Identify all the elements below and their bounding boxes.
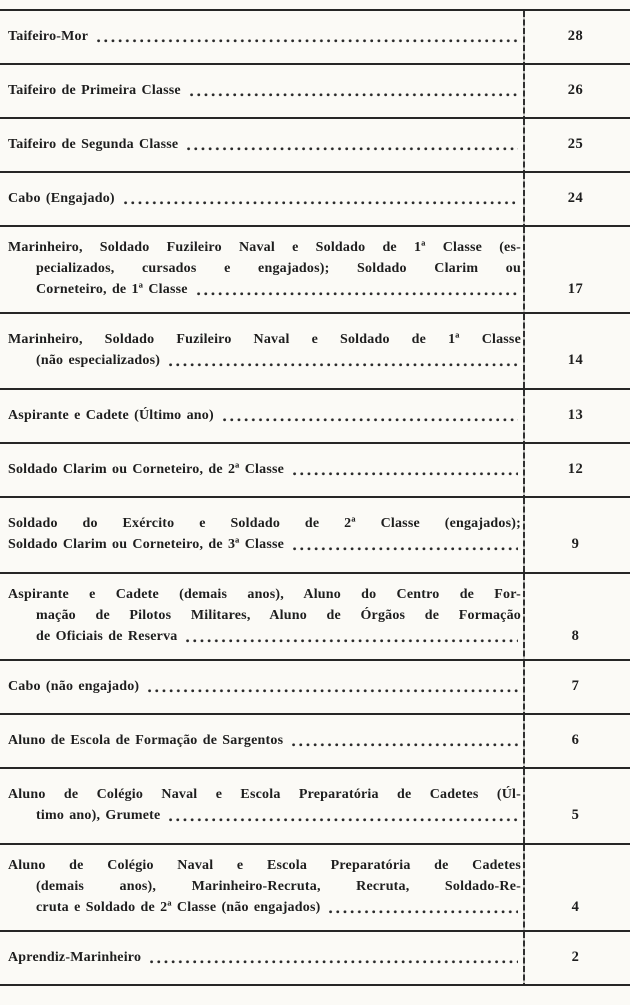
column-divider [523, 574, 525, 659]
rank-label-line [8, 897, 521, 918]
dot-leader [190, 93, 518, 97]
rank-value-cell [521, 237, 630, 300]
rank-label-text: Cabo (não engajado) [8, 679, 140, 694]
rank-label-line [8, 350, 521, 371]
table-row [0, 661, 630, 715]
table-row [0, 65, 630, 119]
rank-value: 26 [567, 82, 584, 98]
rank-value: 9 [571, 536, 580, 552]
rank-label-line [8, 534, 521, 555]
rank-value: 13 [567, 407, 584, 423]
column-divider [523, 11, 525, 63]
rank-value-cell [521, 513, 630, 555]
rank-label-line: Aspirante e Cadete (demais anos), Aluno do Centro de For- [8, 587, 521, 602]
rank-value-cell [521, 730, 630, 751]
rank-label-text: Cabo (Engajado) [8, 191, 115, 206]
rank-value-cell [521, 134, 630, 155]
dot-leader [150, 960, 518, 964]
rank-label-text: Soldado Clarim ou Corneteiro, de 2ª Classe [8, 462, 285, 477]
dot-leader [292, 743, 518, 747]
column-divider [523, 314, 525, 388]
rank-label-cell [0, 513, 521, 555]
rank-label-cell [0, 855, 521, 918]
dot-leader [186, 639, 518, 643]
rank-label-line [8, 730, 521, 751]
rank-value: 7 [571, 678, 580, 694]
rank-label-text: cruta e Soldado de 2ª Classe (não engajados) [36, 900, 321, 915]
table-row [0, 769, 630, 845]
rank-label-cell [0, 80, 521, 101]
table-row [0, 715, 630, 769]
column-divider [523, 227, 525, 312]
rank-label-cell [0, 784, 521, 826]
dot-leader [187, 147, 518, 151]
rank-label-cell [0, 188, 521, 209]
rank-table [0, 9, 630, 986]
rank-label-cell [0, 405, 521, 426]
rank-value-cell [521, 26, 630, 47]
rank-label-line: (demais anos), Marinheiro-Recruta, Recruta, Soldado-Re- [36, 879, 521, 894]
rank-label-line [8, 405, 521, 426]
dot-leader [293, 547, 518, 551]
rank-value-cell [521, 329, 630, 371]
column-divider [523, 845, 525, 930]
rank-value-cell [521, 584, 630, 647]
rank-value-cell [521, 459, 630, 480]
rank-value: 14 [567, 352, 584, 368]
rank-label-cell [0, 329, 521, 371]
rank-label-line [8, 279, 521, 300]
rank-value-cell [521, 784, 630, 826]
rank-value-cell [521, 947, 630, 968]
table-row [0, 574, 630, 661]
rank-label-line [8, 459, 521, 480]
table-row [0, 444, 630, 498]
column-divider [523, 444, 525, 496]
dot-leader [169, 363, 518, 367]
rank-label-text: Aluno de Escola de Formação de Sargentos [8, 733, 284, 748]
column-divider [523, 715, 525, 767]
rank-label-line: Marinheiro, Soldado Fuzileiro Naval e Soldado de 1ª Classe (es- [8, 240, 521, 255]
rank-label-text: de Oficiais de Reserva [36, 629, 178, 644]
rank-value: 12 [567, 461, 584, 477]
rank-label-line: Aluno de Colégio Naval e Escola Preparatória de Cadetes [8, 858, 521, 873]
table-row [0, 498, 630, 574]
rank-value: 28 [567, 28, 584, 44]
column-divider [523, 390, 525, 442]
rank-label-text: Aprendiz-Marinheiro [8, 950, 142, 965]
column-divider [523, 119, 525, 171]
column-divider [523, 173, 525, 225]
rank-label-line [8, 26, 521, 47]
rank-label-text: (não especializados) [36, 353, 161, 368]
rank-value-cell [521, 855, 630, 918]
column-divider [523, 498, 525, 572]
rank-label-cell [0, 459, 521, 480]
dot-leader [293, 472, 518, 476]
rank-value: 5 [571, 807, 580, 823]
rank-label-text: Taifeiro-Mor [8, 29, 89, 44]
rank-label-cell [0, 26, 521, 47]
table-row [0, 173, 630, 227]
rank-label-text: Soldado Clarim ou Corneteiro, de 3ª Classe [8, 537, 285, 552]
rank-label-cell [0, 584, 521, 647]
rank-label-line: pecializados, cursados e engajados); Soldado Clarim ou [36, 261, 521, 276]
rank-value-cell [521, 188, 630, 209]
rank-value-cell [521, 80, 630, 101]
rank-value: 25 [567, 136, 584, 152]
table-row [0, 845, 630, 932]
rank-label-line [8, 188, 521, 209]
rank-value: 4 [571, 899, 580, 915]
rank-label-line: mação de Pilotos Militares, Aluno de Órgãos de Formação [36, 608, 521, 623]
rank-label-cell [0, 237, 521, 300]
rank-label-line [8, 626, 521, 647]
rank-label-line: Soldado do Exército e Soldado de 2ª Classe (engajados); [8, 516, 521, 531]
table-row [0, 314, 630, 390]
table-row [0, 11, 630, 65]
rank-value: 2 [571, 949, 580, 965]
column-divider [523, 661, 525, 713]
column-divider [523, 769, 525, 843]
rank-label-line [8, 676, 521, 697]
table-row [0, 932, 630, 986]
rank-label-text: Taifeiro de Primeira Classe [8, 83, 181, 98]
rank-value: 6 [571, 732, 580, 748]
dot-leader [223, 418, 518, 422]
rank-label-text: timo ano), Grumete [36, 808, 161, 823]
rank-label-line [8, 134, 521, 155]
rank-label-cell [0, 947, 521, 968]
column-divider [523, 65, 525, 117]
rank-label-cell [0, 730, 521, 751]
dot-leader [197, 292, 518, 296]
rank-label-line: Marinheiro, Soldado Fuzileiro Naval e Soldado de 1ª Classe [8, 332, 521, 347]
rank-label-text: Aspirante e Cadete (Último ano) [8, 408, 214, 423]
dot-leader [148, 689, 518, 693]
rank-value: 17 [567, 281, 584, 297]
rank-label-line [8, 805, 521, 826]
rank-label-line [8, 947, 521, 968]
table-row [0, 227, 630, 314]
rank-label-text: Taifeiro de Segunda Classe [8, 137, 179, 152]
rank-value: 8 [571, 628, 580, 644]
dot-leader [169, 818, 518, 822]
rank-label-text: Corneteiro, de 1ª Classe [36, 282, 188, 297]
rank-value: 24 [567, 190, 584, 206]
dot-leader [329, 910, 518, 914]
rank-label-cell [0, 134, 521, 155]
rank-label-line [8, 80, 521, 101]
dot-leader [124, 201, 518, 205]
dot-leader [97, 39, 518, 43]
table-row [0, 119, 630, 173]
rank-value-cell [521, 676, 630, 697]
column-divider [523, 932, 525, 984]
table-row [0, 390, 630, 444]
rank-label-line: Aluno de Colégio Naval e Escola Preparatória de Cadetes (Úl- [8, 787, 521, 802]
rank-value-cell [521, 405, 630, 426]
rank-label-cell [0, 676, 521, 697]
